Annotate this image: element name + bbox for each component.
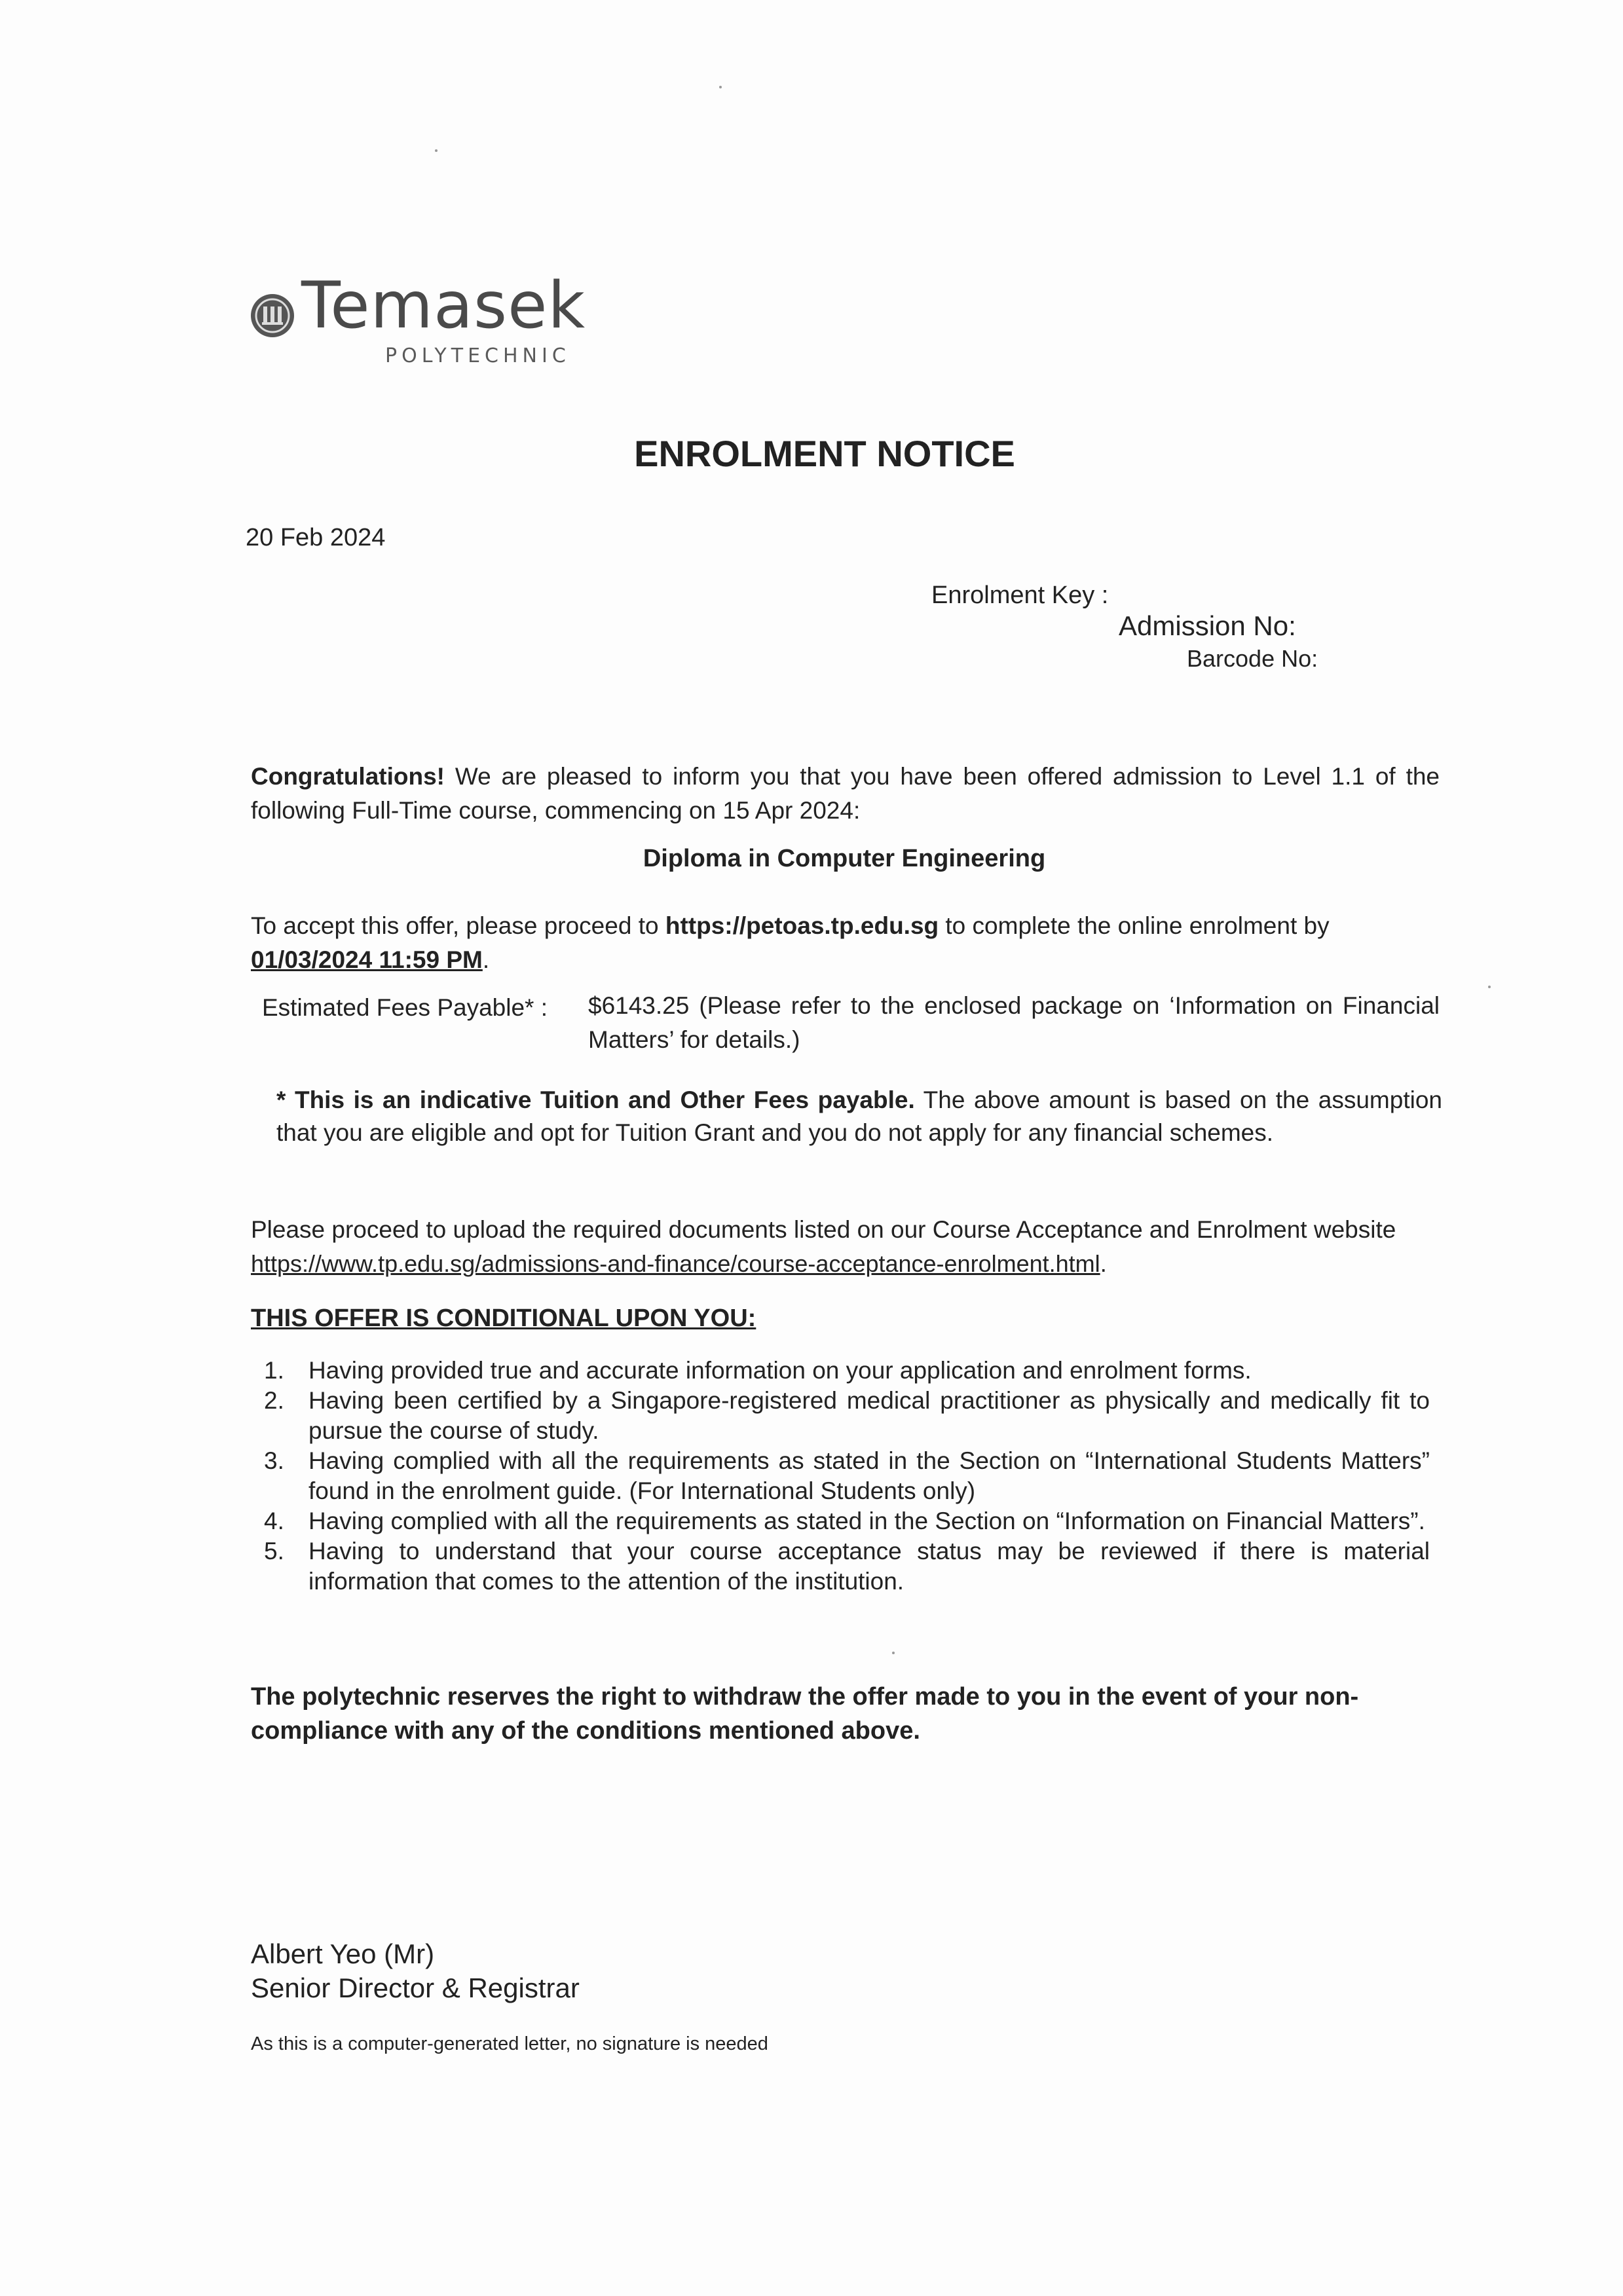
fees-note-bold: * This is an indicative Tuition and Other Fees payable.: [276, 1086, 915, 1113]
conditions-heading: THIS OFFER IS CONDITIONAL UPON YOU:: [251, 1305, 756, 1332]
upload-text: Please proceed to upload the required documents listed on our Course Acceptance and Enrolment website: [251, 1216, 1396, 1243]
scan-speck: [719, 86, 722, 88]
signatory-position: Senior Director & Registrar: [251, 1972, 580, 2003]
signatory-block: [251, 1937, 580, 2005]
upload-paragraph: [251, 1213, 1430, 1281]
enrolment-deadline: 01/03/2024 11:59 PM: [251, 946, 483, 973]
petoas-link[interactable]: https://petoas.tp.edu.sg: [665, 912, 939, 939]
list-item: [251, 1446, 1430, 1506]
scan-speck: [1488, 986, 1491, 988]
accept-paragraph: [251, 909, 1440, 977]
course-name: Diploma in Computer Engineering: [643, 845, 1046, 872]
withdrawal-notice: The polytechnic reserves the right to withdraw the offer made to you in the event of your non-compliance with any of the conditions mentioned above.: [251, 1683, 1359, 1745]
logo-wordmark: Temasek: [301, 268, 586, 343]
list-item: [251, 1386, 1430, 1446]
course-acceptance-link[interactable]: https://www.tp.edu.sg/admissions-and-finance/course-acceptance-enrolment.html: [251, 1250, 1100, 1277]
congratulations-text: Congratulations!: [251, 763, 445, 790]
accept-middle: to complete the online enrolment by: [939, 912, 1330, 939]
barcode-no-label: Barcode No:: [1187, 645, 1318, 672]
list-item: [251, 1536, 1430, 1597]
accept-suffix: .: [482, 946, 490, 973]
intro-paragraph: [251, 760, 1440, 828]
enrolment-key-label: Enrolment Key :: [931, 582, 1109, 609]
intro-text: We are pleased to inform you that you have been offered admission to Level 1.1 of the following Full-Time course, commencing on 15 Apr 2024:: [251, 763, 1440, 824]
list-item-text: Having to understand that your course acceptance status may be reviewed if there is material information that comes to the attention of the institution.: [308, 1538, 1430, 1595]
scan-speck: [435, 149, 438, 152]
logo-subtitle: POLYTECHNIC: [385, 344, 570, 367]
list-item-number: 2.: [264, 1387, 284, 1414]
scan-speck: [892, 1652, 895, 1654]
upload-suffix: .: [1100, 1250, 1107, 1277]
letter-date: 20 Feb 2024: [246, 524, 386, 551]
list-item-text: Having been certified by a Singapore-registered medical practitioner as physically and medically fit to pursue the course of study.: [308, 1387, 1430, 1444]
computer-generated-note: As this is a computer-generated letter, no signature is needed: [251, 2033, 768, 2054]
list-item: [251, 1506, 1430, 1536]
conditions-list: [251, 1356, 1430, 1597]
fees-value: $6143.25 (Please refer to the enclosed package on ‘Information on Financial Matters’ for details.): [588, 992, 1440, 1053]
list-item-text: Having complied with all the requirements as stated in the Section on “Information on Financial Matters”.: [308, 1508, 1425, 1534]
list-item-number: 5.: [264, 1538, 284, 1565]
list-item-number: 1.: [264, 1357, 284, 1384]
accept-prefix: To accept this offer, please proceed to: [251, 912, 665, 939]
temasek-emblem-icon: [249, 292, 296, 339]
fees-note-text: The above amount is based on the assumption that you are eligible and opt for Tuition Grant and you do not apply for any financial schemes.: [276, 1086, 1442, 1146]
fees-label: Estimated Fees Payable* :: [262, 994, 548, 1021]
list-item-text: Having provided true and accurate information on your application and enrolment forms.: [308, 1357, 1252, 1384]
list-item-number: 4.: [264, 1508, 284, 1534]
fees-note: [276, 1084, 1442, 1149]
list-item-text: Having complied with all the requirements as stated in the Section on “International Students Matters” found in the enrolment guide. (For International Students only): [308, 1447, 1430, 1504]
signatory-name: Albert Yeo (Mr): [251, 1938, 435, 1969]
list-item: [251, 1356, 1430, 1386]
temasek-logo: [249, 268, 586, 379]
list-item-number: 3.: [264, 1447, 284, 1474]
admission-no-label: Admission No:: [1119, 610, 1296, 641]
page-title: ENROLMENT NOTICE: [634, 433, 1015, 474]
